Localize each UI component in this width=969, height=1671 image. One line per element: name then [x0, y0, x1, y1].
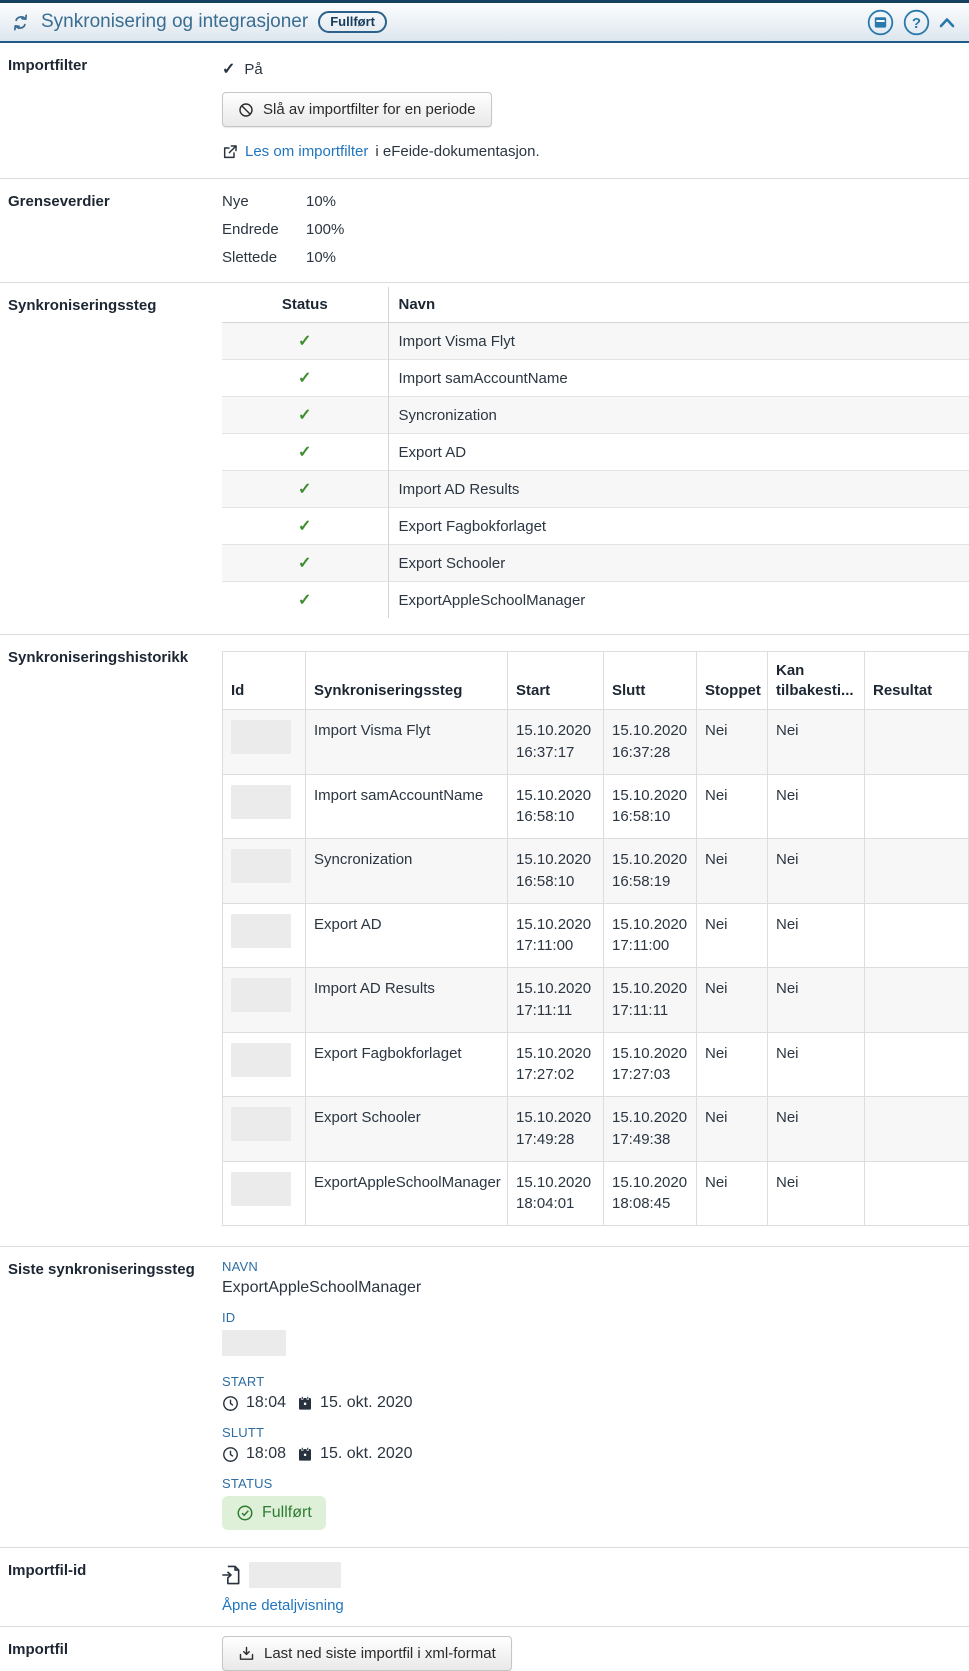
section-last-step — [0, 1246, 969, 1547]
sync-step-name: Export Schooler — [388, 545, 969, 582]
sync-step-status-cell — [222, 360, 388, 397]
redacted-id — [231, 849, 291, 883]
history-slutt: 15.10.2020 16:58:10 — [604, 774, 697, 839]
panel-header-left — [10, 11, 387, 33]
history-row — [223, 1161, 969, 1226]
history-stopped: Nei — [697, 968, 768, 1033]
history-result — [865, 1097, 969, 1162]
success-check-icon: ✓ — [298, 333, 312, 350]
history-stopped: Nei — [697, 1097, 768, 1162]
history-column-header: Resultat — [865, 652, 969, 710]
history-reversible: Nei — [768, 1032, 865, 1097]
section-label: Synkroniseringshistorikk — [8, 649, 189, 666]
panel-header — [0, 3, 969, 43]
success-check-icon: ✓ — [298, 370, 312, 387]
history-step: Import Visma Flyt — [306, 710, 508, 775]
history-id-cell — [223, 1097, 306, 1162]
last-step-status-badge — [222, 1496, 326, 1530]
history-id-cell — [223, 710, 306, 775]
history-slutt: 15.10.2020 17:11:11 — [604, 968, 697, 1033]
open-detail-view-link[interactable]: Åpne detaljvisning — [222, 1597, 344, 1614]
sync-step-row — [222, 323, 969, 360]
history-reversible: Nei — [768, 903, 865, 968]
page-title: Synkronisering og integrasjoner — [41, 11, 309, 32]
clock-icon — [222, 1446, 239, 1463]
history-stopped: Nei — [697, 1161, 768, 1226]
history-reversible: Nei — [768, 839, 865, 904]
disable-importfilter-button[interactable] — [222, 92, 492, 127]
column-header-navn: Navn — [388, 287, 969, 323]
history-row — [223, 839, 969, 904]
section-grenseverdier — [0, 178, 969, 282]
history-row — [223, 1032, 969, 1097]
redacted-id — [231, 1107, 291, 1141]
threshold-name: Nye — [222, 193, 249, 210]
sync-step-status-cell — [222, 545, 388, 582]
sync-step-row — [222, 471, 969, 508]
sync-step-name: Import Visma Flyt — [388, 323, 969, 360]
panel-header-actions — [867, 9, 955, 36]
threshold-row — [222, 249, 969, 266]
importfilter-doc-suffix: i eFeide-dokumentasjon. — [375, 143, 540, 160]
success-check-icon: ✓ — [298, 592, 312, 609]
ban-icon — [238, 102, 254, 118]
history-reversible: Nei — [768, 968, 865, 1033]
section-label: Siste synkroniseringssteg — [8, 1261, 195, 1278]
section-importfil-id — [0, 1547, 969, 1626]
importfilter-state-text: På — [244, 60, 263, 78]
sync-step-name: Export AD — [388, 434, 969, 471]
history-start: 15.10.2020 16:37:17 — [508, 710, 604, 775]
section-label: Grenseverdier — [8, 193, 110, 210]
threshold-row — [222, 221, 969, 238]
redacted-id — [231, 785, 291, 819]
sync-history-table — [222, 651, 969, 1226]
section-importfilter — [0, 43, 969, 178]
history-start: 15.10.2020 17:49:28 — [508, 1097, 604, 1162]
window-icon[interactable] — [867, 9, 894, 36]
importfilter-doc-line — [222, 143, 969, 160]
history-start: 15.10.2020 16:58:10 — [508, 839, 604, 904]
success-check-icon: ✓ — [298, 518, 312, 535]
sync-icon — [10, 12, 31, 33]
importfil-id-row — [222, 1562, 969, 1588]
field-label-id: ID — [222, 1310, 236, 1325]
history-result — [865, 710, 969, 775]
history-column-header: Id — [223, 652, 306, 710]
check-icon: ✓ — [222, 61, 236, 78]
collapse-chevron-icon[interactable] — [939, 17, 955, 28]
success-check-icon: ✓ — [298, 481, 312, 498]
history-column-header: Stoppet — [697, 652, 768, 710]
history-slutt: 15.10.2020 18:08:45 — [604, 1161, 697, 1226]
history-start: 15.10.2020 17:11:11 — [508, 968, 604, 1033]
section-label: Synkroniseringssteg — [8, 297, 157, 314]
history-column-header: Start — [508, 652, 604, 710]
history-step: ExportAppleSchoolManager — [306, 1161, 508, 1226]
history-stopped: Nei — [697, 839, 768, 904]
svg-text:?: ? — [911, 14, 922, 32]
field-label-slutt: SLUTT — [222, 1425, 265, 1440]
last-step-slutt-date: 15. okt. 2020 — [320, 1445, 413, 1462]
history-id-cell — [223, 968, 306, 1033]
history-stopped: Nei — [697, 774, 768, 839]
sync-step-name: Export Fagbokforlaget — [388, 508, 969, 545]
download-icon — [238, 1645, 255, 1662]
importfilter-doc-link[interactable]: Les om importfilter — [245, 143, 369, 160]
history-column-header: Slutt — [604, 652, 697, 710]
history-step: Import samAccountName — [306, 774, 508, 839]
calendar-icon — [297, 1395, 313, 1411]
status-badge: Fullført — [318, 11, 387, 33]
sync-step-status-cell — [222, 323, 388, 360]
history-slutt: 15.10.2020 17:11:00 — [604, 903, 697, 968]
history-id-cell — [223, 1032, 306, 1097]
sync-step-row — [222, 582, 969, 619]
history-row — [223, 710, 969, 775]
history-start: 15.10.2020 18:04:01 — [508, 1161, 604, 1226]
history-slutt: 15.10.2020 17:27:03 — [604, 1032, 697, 1097]
threshold-value: 10% — [306, 249, 337, 266]
column-header-status: Status — [222, 287, 388, 323]
calendar-icon — [297, 1446, 313, 1462]
section-importfil — [0, 1626, 969, 1671]
history-row — [223, 903, 969, 968]
section-label: Importfil — [8, 1641, 68, 1658]
last-step-start-time: 18:04 — [246, 1394, 287, 1411]
sync-step-row — [222, 434, 969, 471]
history-step: Export AD — [306, 903, 508, 968]
history-step: Export Fagbokforlaget — [306, 1032, 508, 1097]
history-start: 15.10.2020 17:27:02 — [508, 1032, 604, 1097]
success-check-icon: ✓ — [298, 444, 312, 461]
threshold-value: 10% — [306, 193, 337, 210]
last-step-status-group — [222, 1476, 969, 1530]
history-reversible: Nei — [768, 1161, 865, 1226]
history-column-header: Kan tilbakesti... — [768, 652, 865, 710]
download-importfil-label: Last ned siste importfil i xml-format — [264, 1645, 496, 1662]
history-row — [223, 968, 969, 1033]
sync-step-name: Import samAccountName — [388, 360, 969, 397]
history-slutt: 15.10.2020 16:37:28 — [604, 710, 697, 775]
redacted-id — [231, 914, 291, 948]
last-step-start-date: 15. okt. 2020 — [320, 1394, 413, 1411]
sync-steps-table — [222, 287, 969, 618]
threshold-row — [222, 193, 969, 210]
history-step: Syncronization — [306, 839, 508, 904]
history-start: 15.10.2020 17:11:00 — [508, 903, 604, 968]
history-result — [865, 968, 969, 1033]
last-step-start-group — [222, 1374, 969, 1412]
redacted-id — [231, 720, 291, 754]
history-step: Import AD Results — [306, 968, 508, 1033]
redacted-id — [231, 1043, 291, 1077]
disable-importfilter-label: Slå av importfilter for en periode — [263, 101, 476, 118]
success-check-icon: ✓ — [298, 555, 312, 572]
section-label: Importfil-id — [8, 1562, 87, 1579]
file-import-icon — [222, 1565, 240, 1585]
history-slutt: 15.10.2020 16:58:19 — [604, 839, 697, 904]
sync-step-row — [222, 508, 969, 545]
history-step: Export Schooler — [306, 1097, 508, 1162]
history-reversible: Nei — [768, 774, 865, 839]
field-label-navn: NAVN — [222, 1259, 258, 1274]
success-check-icon: ✓ — [298, 407, 312, 424]
redacted-id-value — [222, 1330, 286, 1356]
history-result — [865, 774, 969, 839]
redacted-id — [231, 1172, 291, 1206]
history-result — [865, 1161, 969, 1226]
external-link-icon — [222, 144, 238, 160]
sync-step-status-cell — [222, 434, 388, 471]
sync-step-status-cell — [222, 508, 388, 545]
sync-step-status-cell — [222, 471, 388, 508]
history-stopped: Nei — [697, 1032, 768, 1097]
clock-icon — [222, 1395, 239, 1412]
last-step-slutt-time: 18:08 — [246, 1445, 287, 1462]
history-id-cell — [223, 774, 306, 839]
sync-step-status-cell — [222, 582, 388, 619]
help-icon[interactable] — [903, 9, 930, 36]
history-stopped: Nei — [697, 903, 768, 968]
history-slutt: 15.10.2020 17:49:38 — [604, 1097, 697, 1162]
redacted-id — [231, 978, 291, 1012]
history-stopped: Nei — [697, 710, 768, 775]
redacted-importfil-id — [249, 1562, 341, 1588]
last-step-name: ExportAppleSchoolManager — [222, 1279, 422, 1296]
threshold-list — [222, 193, 969, 266]
sync-step-row — [222, 397, 969, 434]
sync-step-name: Import AD Results — [388, 471, 969, 508]
last-step-slutt-group — [222, 1425, 969, 1463]
history-id-cell — [223, 839, 306, 904]
history-id-cell — [223, 903, 306, 968]
sync-step-row — [222, 545, 969, 582]
field-label-start: START — [222, 1374, 265, 1389]
sync-step-row — [222, 360, 969, 397]
last-step-status-text: Fullført — [262, 1504, 312, 1521]
threshold-value: 100% — [306, 221, 345, 238]
importfilter-state — [222, 59, 969, 79]
history-column-header: Synkroniseringssteg — [306, 652, 508, 710]
last-step-name-group — [222, 1259, 969, 1297]
field-label-status: STATUS — [222, 1476, 273, 1491]
section-sync-history — [0, 634, 969, 1246]
threshold-name: Endrede — [222, 221, 279, 238]
sync-step-name: Syncronization — [388, 397, 969, 434]
history-reversible: Nei — [768, 1097, 865, 1162]
history-reversible: Nei — [768, 710, 865, 775]
sync-step-name: ExportAppleSchoolManager — [388, 582, 969, 619]
last-step-id-group — [222, 1310, 969, 1361]
download-importfil-button[interactable] — [222, 1636, 512, 1671]
history-id-cell — [223, 1161, 306, 1226]
history-result — [865, 839, 969, 904]
history-result — [865, 1032, 969, 1097]
sync-step-status-cell — [222, 397, 388, 434]
history-row — [223, 774, 969, 839]
history-row — [223, 1097, 969, 1162]
section-sync-steps — [0, 282, 969, 634]
threshold-name: Slettede — [222, 249, 278, 266]
section-label: Importfilter — [8, 57, 88, 74]
history-result — [865, 903, 969, 968]
history-start: 15.10.2020 16:58:10 — [508, 774, 604, 839]
check-circle-icon — [236, 1504, 254, 1522]
